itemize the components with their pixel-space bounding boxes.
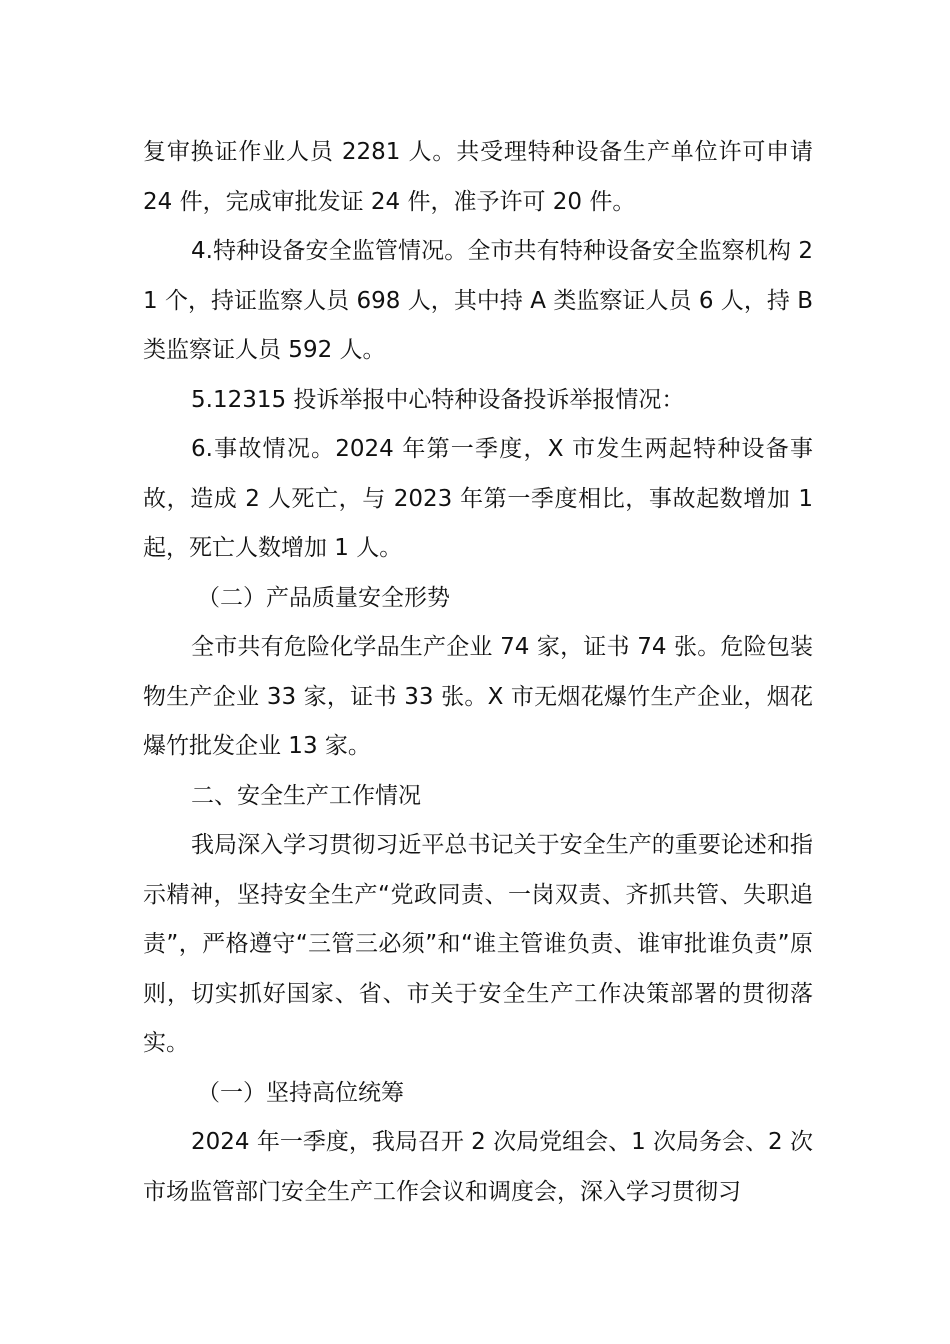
document-body: [143, 128, 813, 1217]
paragraph-6: 全市共有危险化学品生产企业 74 家，证书 74 张。危险包装物生产企业 33 家，证书 33 张。X 市无烟花爆竹生产企业，烟花爆竹批发企业 13 家。: [143, 634, 813, 759]
paragraph-1: 复审换证作业人员 2281 人。共受理特种设备生产单位许可申请 24 件，完成审批发证 24 件，准予许可 20 件。: [143, 139, 813, 215]
paragraph-4: 6.事故情况。2024 年第一季度，X 市发生两起特种设备事故，造成 2 人死亡，与 2023 年第一季度相比，事故起数增加 1 起，死亡人数增加 1 人。: [143, 436, 813, 561]
section-heading-product-quality: （二）产品质量安全形势: [197, 584, 450, 611]
paragraph-3: 5.12315 投诉举报中心特种设备投诉举报情况：: [191, 386, 685, 413]
paragraph-2: 4.特种设备安全监管情况。全市共有特种设备安全监察机构 21 个，持证监察人员 698 人，其中持 A 类监察证人员 6 人，持 B 类监察证人员 592 人。: [143, 238, 813, 363]
paragraph-8: 我局深入学习贯彻习近平总书记关于安全生产的重要论述和指示精神，坚持安全生产“党政同责、一岗双责、齐抓共管、失职追责”，严格遵守“三管三必须”和“谁主管谁负责、谁审批谁负责”原则，切实抓好国家、省、市关于安全生产工作决策部署的贯彻落实。: [143, 832, 813, 1056]
paragraph-10: 2024 年一季度，我局召开 2 次局党组会、1 次局务会、2 次市场监管部门安全生产工作会议和调度会，深入学习贯彻习: [143, 1129, 813, 1205]
section-heading-coordination: （一）坚持高位统筹: [197, 1079, 404, 1106]
section-heading-safety-work: 二、安全生产工作情况: [191, 782, 421, 809]
